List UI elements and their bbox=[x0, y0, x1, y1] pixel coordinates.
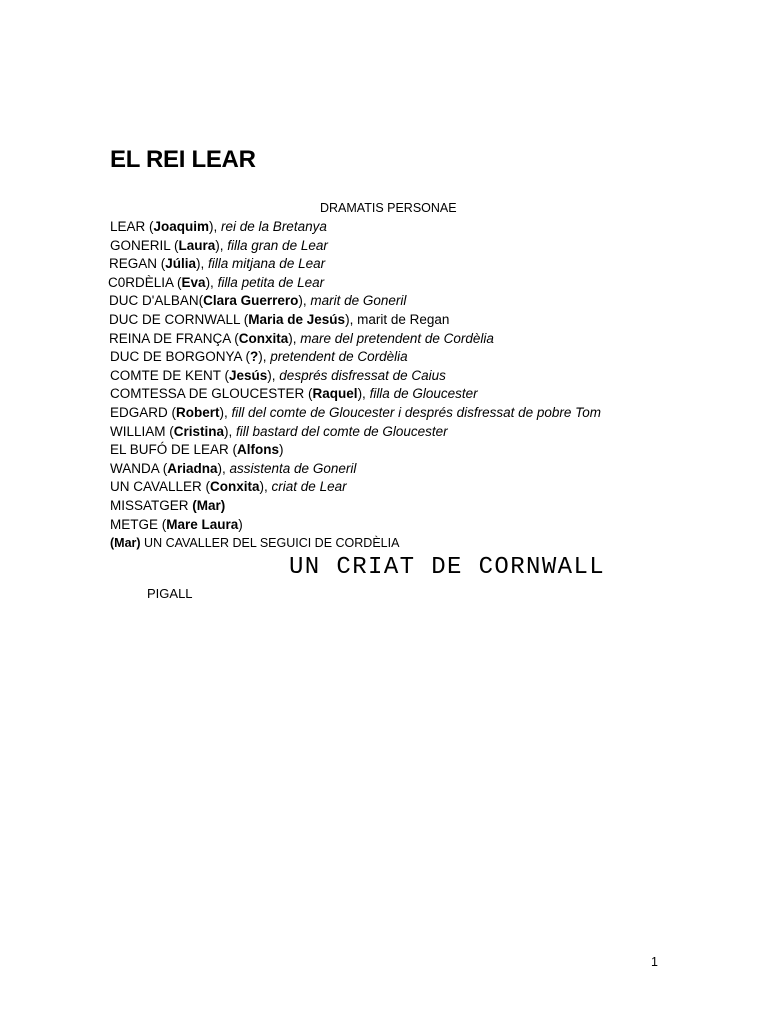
cast-actor: Laura bbox=[178, 238, 216, 253]
cast-line bbox=[110, 423, 448, 441]
cast-line bbox=[110, 218, 327, 236]
cast-line bbox=[110, 516, 243, 534]
cast-description: assistenta de Goneril bbox=[229, 461, 357, 476]
cast-actor: Robert bbox=[176, 405, 220, 420]
cast-actor: Mare Laura bbox=[166, 517, 239, 532]
cast-description: marit de Regan bbox=[357, 312, 450, 327]
cast-actor: ? bbox=[250, 349, 259, 364]
cast-actor: (Mar) bbox=[192, 498, 226, 513]
cast-role: UN CAVALLER ( bbox=[110, 479, 211, 494]
cast-line bbox=[110, 237, 328, 255]
cast-line bbox=[109, 311, 449, 329]
cast-line bbox=[110, 460, 356, 478]
cast-role: C0RDÈLIA ( bbox=[108, 275, 182, 290]
cast-description: fill bastard del comte de Gloucester bbox=[236, 424, 448, 439]
cast-separator: ), bbox=[288, 331, 301, 346]
cast-separator: ), bbox=[258, 349, 271, 364]
cast-role: DUC D'ALBAN( bbox=[109, 293, 204, 308]
cast-actor: Joaquim bbox=[153, 219, 210, 234]
cast-line bbox=[110, 385, 478, 403]
cast-role: REINA DE FRANÇA ( bbox=[109, 331, 239, 346]
cast-separator: ), bbox=[196, 256, 209, 271]
cast-actor: Jesús bbox=[229, 368, 268, 383]
cast-separator: ), bbox=[217, 461, 230, 476]
cast-role: REGAN ( bbox=[109, 256, 166, 271]
cast-role: EL BUFÓ DE LEAR ( bbox=[110, 442, 238, 457]
cast-separator: ), bbox=[357, 386, 370, 401]
cast-separator: ), bbox=[215, 238, 228, 253]
cast-description: criat de Lear bbox=[271, 479, 347, 494]
cast-line bbox=[110, 348, 408, 366]
cast-role: GONERIL ( bbox=[110, 238, 179, 253]
cast-actor: (Mar) bbox=[110, 536, 141, 550]
cast-line bbox=[109, 292, 406, 310]
cast-actor: Ariadna bbox=[167, 461, 218, 476]
cast-role: METGE ( bbox=[110, 517, 167, 532]
cast-role: EDGARD ( bbox=[110, 405, 177, 420]
cast-separator: ), bbox=[209, 219, 222, 234]
cast-separator: ), bbox=[205, 275, 218, 290]
cast-actor: Alfons bbox=[237, 442, 280, 457]
cast-line bbox=[110, 497, 225, 515]
cast-role: WANDA ( bbox=[110, 461, 168, 476]
cast-role: COMTESSA DE GLOUCESTER ( bbox=[110, 386, 313, 401]
cast-description: rei de la Bretanya bbox=[221, 219, 327, 234]
cast-role: COMTE DE KENT ( bbox=[110, 368, 230, 383]
cast-description: pretendent de Cordèlia bbox=[270, 349, 408, 364]
cast-line bbox=[110, 478, 347, 496]
cast-actor: Júlia bbox=[165, 256, 197, 271]
cast-separator: ) bbox=[238, 517, 243, 532]
cast-separator: ) bbox=[279, 442, 284, 457]
cast-description: filla mitjana de Lear bbox=[208, 256, 326, 271]
cornwall-servant-line: UN CRIAT DE CORNWALL bbox=[289, 554, 606, 581]
cast-line bbox=[110, 367, 446, 385]
cast-line bbox=[110, 441, 284, 459]
cast-actor: Eva bbox=[181, 275, 206, 290]
cast-role: MISSATGER bbox=[110, 498, 193, 513]
cast-description: filla de Gloucester bbox=[369, 386, 478, 401]
page-number: 1 bbox=[651, 955, 658, 969]
dramatis-personae-heading: DRAMATIS PERSONAE bbox=[320, 201, 457, 215]
cast-line bbox=[108, 274, 324, 292]
cast-role: DUC DE BORGONYA ( bbox=[110, 349, 251, 364]
cast-line bbox=[110, 404, 601, 422]
cast-role: LEAR ( bbox=[110, 219, 154, 234]
cast-actor: Maria de Jesús bbox=[248, 312, 346, 327]
cast-separator: ), bbox=[259, 479, 272, 494]
cast-actor: Raquel bbox=[312, 386, 358, 401]
cast-actor: Conxita bbox=[238, 331, 289, 346]
cast-line bbox=[109, 255, 325, 273]
pigall-line: PIGALL bbox=[147, 586, 193, 601]
cast-role: DUC DE CORNWALL ( bbox=[109, 312, 249, 327]
cast-description: filla gran de Lear bbox=[227, 238, 328, 253]
cast-description: després disfressat de Caius bbox=[279, 368, 446, 383]
cast-separator: ), bbox=[267, 368, 280, 383]
cast-role: UN CAVALLER DEL SEGUICI DE CORDÈLIA bbox=[140, 536, 400, 550]
cast-separator: ), bbox=[224, 424, 237, 439]
cast-actor: Cristina bbox=[173, 424, 225, 439]
cast-description: fill del comte de Gloucester i després disfressat de pobre Tom bbox=[231, 405, 601, 420]
cast-description: mare del pretendent de Cordèlia bbox=[300, 331, 494, 346]
cast-separator: ), bbox=[219, 405, 232, 420]
cast-line bbox=[110, 534, 399, 552]
cast-actor: Clara Guerrero bbox=[203, 293, 299, 308]
cast-separator: ), bbox=[298, 293, 311, 308]
cast-actor: Conxita bbox=[210, 479, 260, 494]
cast-separator: ), bbox=[345, 312, 358, 327]
document-title: EL REI LEAR bbox=[110, 146, 256, 173]
cast-line bbox=[109, 330, 494, 348]
cast-role: WILLIAM ( bbox=[110, 424, 174, 439]
cast-description: marit de Goneril bbox=[310, 293, 407, 308]
cast-description: filla petita de Lear bbox=[217, 275, 325, 290]
